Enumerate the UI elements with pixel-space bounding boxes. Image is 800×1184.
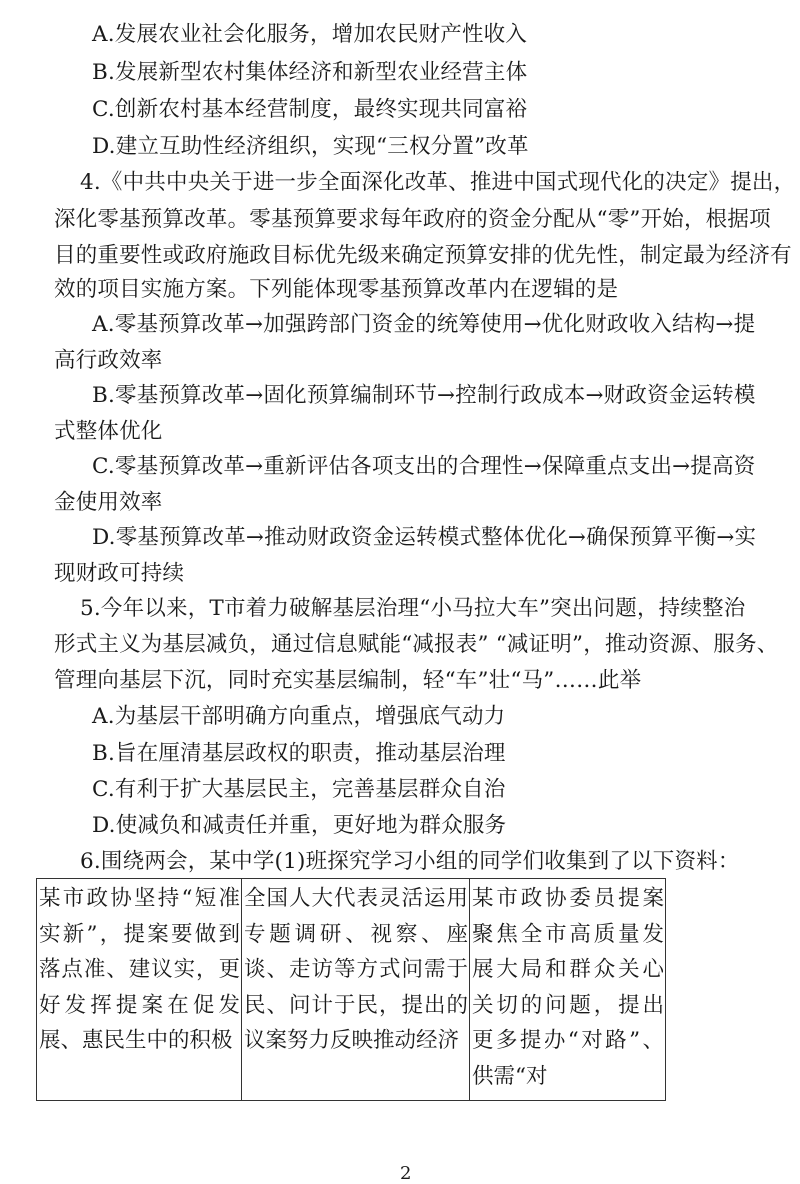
q5-option-c: C.有利于扩大基层民主，完善基层群众自治 [92, 777, 506, 802]
q5-stem-line: 形式主义为基层减负，通过信息赋能“减报表” “减证明”，推动资源、服务、 [54, 632, 779, 657]
q4-option-d: D.零基预算改革→推动财政资金运转模式整体优化→确保预算平衡→实 [92, 525, 757, 550]
q3-option-b: B.发展新型农村集体经济和新型农业经营主体 [92, 60, 528, 85]
q4-stem-line: 4.《中共中央关于进一步全面深化改革、推进中国式现代化的决定》提出， [80, 170, 796, 195]
material-cell-3: 某市政协委员提案聚焦全市高质量发展大局和群众关心关切的问题，提出更多提办“对路”、供需“对 [470, 879, 666, 1101]
material-cell-1: 某市政协坚持“短准实新”，提案要做到落点准、建议实，更好发挥提案在促发展、惠民生中的积极 [37, 879, 242, 1101]
q4-option-d-cont: 现财政可持续 [54, 561, 185, 586]
q5-stem-line: 5.今年以来，T市着力破解基层治理“小马拉大车”突出问题，持续整治 [80, 596, 746, 621]
q5-option-a: A.为基层干部明确方向重点，增强底气动力 [92, 704, 506, 729]
q4-option-a: A.零基预算改革→加强跨部门资金的统筹使用→优化财政收入结构→提 [92, 312, 756, 337]
q4-stem-line: 目的重要性或政府施政目标优先级来确定预算安排的优先性，制定最为经济有 [54, 243, 792, 268]
q4-option-a-cont: 高行政效率 [54, 348, 163, 373]
q4-option-b-cont: 式整体优化 [54, 419, 163, 444]
q5-option-b: B.旨在厘清基层政权的职责，推动基层治理 [92, 741, 506, 766]
page-number: 2 [400, 1163, 412, 1184]
q4-stem-line: 效的项目实施方案。下列能体现零基预算改革内在逻辑的是 [54, 277, 619, 302]
material-cell-2: 全国人大代表灵活运用专题调研、视察、座谈、走访等方式问需于民、问计于民，提出的议案努力反映推动经济 [242, 879, 470, 1101]
table-row [37, 879, 666, 1101]
q3-option-d: D.建立互助性经济组织，实现“三权分置”改革 [92, 134, 529, 159]
q5-option-d: D.使减负和减责任并重，更好地为群众服务 [92, 813, 507, 838]
materials-table [36, 878, 666, 1101]
q4-option-c: C.零基预算改革→重新评估各项支出的合理性→保障重点支出→提高资 [92, 454, 756, 479]
q4-stem-line: 深化零基预算改革。零基预算要求每年政府的资金分配从“零”开始，根据项 [54, 207, 771, 232]
q6-stem: 6.围绕两会，某中学(1)班探究学习小组的同学们收集到了以下资料： [80, 849, 740, 874]
q4-option-b: B.零基预算改革→固化预算编制环节→控制行政成本→财政资金运转模 [92, 383, 756, 408]
q3-option-a: A.发展农业社会化服务，增加农民财产性收入 [92, 22, 528, 47]
q5-stem-line: 管理向基层下沉，同时充实基层编制，轻“车”壮“马”……此举 [54, 668, 642, 693]
q3-option-c: C.创新农村基本经营制度，最终实现共同富裕 [92, 97, 528, 122]
q4-option-c-cont: 金使用效率 [54, 490, 163, 515]
